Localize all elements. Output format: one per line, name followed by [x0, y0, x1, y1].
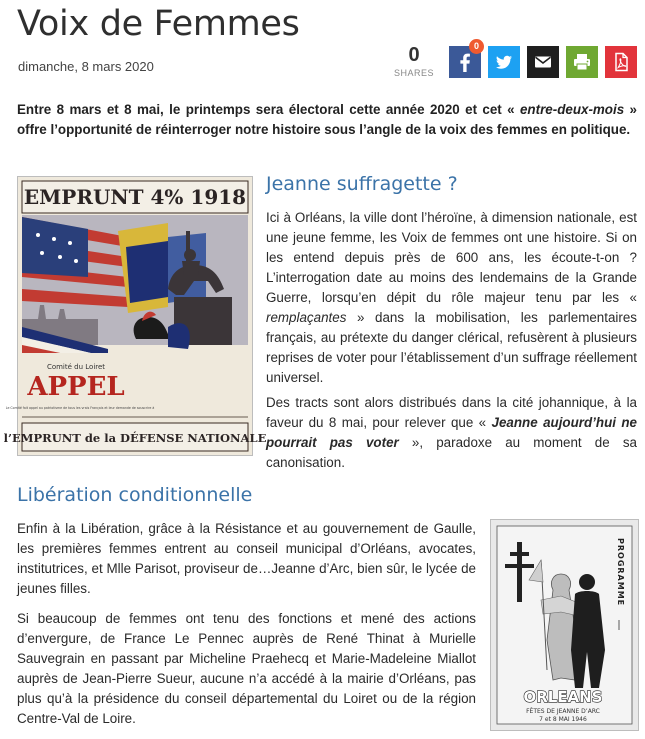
poster-committee-text: Comité du Loiret [46, 363, 106, 371]
page-title: Voix de Femmes [17, 4, 300, 44]
pdf-button[interactable] [605, 46, 637, 78]
twitter-icon [488, 46, 520, 78]
section1-p2-text-start: Des tracts sont alors distribués dans la cité johannique, à la faveur du 8 mai, pour relever que « [266, 395, 637, 430]
poster-top-text: EMPRUNT 4% 1918 [23, 185, 247, 209]
emprunt-1918-poster [3, 176, 267, 456]
section-heading-jeanne: Jeanne suffragette ? [266, 173, 458, 195]
programme-city-text: ORLEANS [523, 688, 603, 706]
section-heading-liberation: Libération conditionnelle [17, 484, 253, 506]
print-button[interactable] [566, 46, 598, 78]
programme-illustration [491, 520, 638, 730]
share-count: 0 [408, 44, 420, 66]
programme-line2: 7 et 8 MAI 1946 [539, 716, 587, 723]
section1-p1-text-end: » dans la mobilisation, les parlementaires français, au prétexte du danger clérical, refusèrent à plusieurs reprises de voter pour l’établissement d’un suffrage réellement universel. [266, 310, 637, 385]
section1-p1-text-start: Ici à Orléans, la ville dont l’héroïne, à dimension nationale, est une jeune femme, les Voix de femmes ont une histoire. Si on les entend depuis près de 600 ans, les écoute-t-on ? L’interrogation date au moins des lendemains de la Grande Guerre, lorsqu’en dépit du rôle majeur tenu par les « [266, 210, 637, 305]
twitter-share-button[interactable] [488, 46, 520, 78]
pdf-icon [605, 46, 637, 78]
email-icon [527, 46, 559, 78]
facebook-share-button[interactable] [449, 41, 481, 78]
email-share-button[interactable] [527, 46, 559, 78]
section2-paragraph-1: Enfin à la Libération, grâce à la Résistance et au gouvernement de Gaulle, les premières femmes entrent au conseil municipal d’Orléans, avocates, institutrices, et Mlle Parisot, proviseur de…Jeanne d’Arc, bien sûr, le lycée de jeunes filles. [17, 521, 476, 596]
section2-paragraph-2: Si beaucoup de femmes ont tenu des fonctions et mené des actions d’envergure, de France Le Pennec auprès de René Thinat à Murielle Sauvegrain en passant par Micheline Praehecq et Marie-Madeleine Miallot auprès de Jean-Pierre Sueur, aucune n’a accédé à la mairie d’Orléans, pas plus qu’à la présidence du conseil départemental du Loiret ou de la région Centre-Val de Loire. [17, 611, 476, 726]
intro-text-start: Entre 8 mars et 8 mai, le printemps sera électoral cette année 2020 et cet « [17, 102, 520, 117]
section1-p2-quote: Jeanne aujourd’hui ne pourrait pas voter [266, 415, 637, 450]
programme-line1: FÊTES DE JEANNE D’ARC [526, 708, 600, 715]
poster-illustration [3, 177, 267, 455]
poster-small-text: Le Comité fait appel au patriotisme de tous les vrais Français et leur demande de souscrire à [5, 406, 155, 410]
share-counter [390, 44, 438, 78]
intro-emphasis: entre-deux-mois [519, 102, 625, 117]
poster-bottom-text: l’EMPRUNT de la DÉFENSE NATIONALE [3, 431, 267, 445]
section1-p1-emphasis: remplaçantes [266, 310, 347, 325]
share-label: SHARES [393, 68, 434, 78]
programme-side-text: PROGRAMME [616, 538, 625, 607]
section1-paragraph-1 [266, 208, 637, 388]
facebook-share-badge: 0 [469, 39, 484, 54]
intro-paragraph [17, 100, 637, 140]
poster-appel-text: APPEL [27, 372, 125, 402]
section1-p2-text-end: », paradoxe au moment de sa canonisation. [266, 435, 637, 470]
print-icon [566, 46, 598, 78]
intro-text-end: » offre l’opportunité de réinterroger notre histoire sous l’angle de la voix des femmes en politique. [17, 102, 637, 137]
section1-paragraph-2 [266, 393, 637, 473]
orleans-1946-poster [490, 519, 639, 731]
publish-date: dimanche, 8 mars 2020 [18, 59, 154, 74]
